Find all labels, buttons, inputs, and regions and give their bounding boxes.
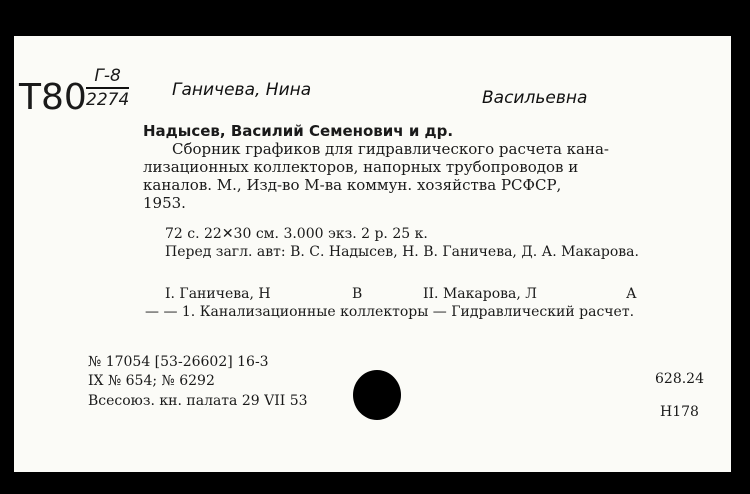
- call-number-main: Т80: [19, 77, 87, 118]
- subject-tracing: — — 1. Канализационные коллекторы — Гидравлический расчет.: [145, 304, 635, 320]
- tracing-makarova-initial: А: [626, 286, 637, 302]
- heading-author: Надысев, Василий Семенович и др.: [143, 122, 454, 140]
- tracing-ganicheva: I. Ганичева, Н: [165, 286, 271, 302]
- title-line-3: каналов. М., Изд-во М-ва коммун. хозяйства РСФСР,: [143, 176, 562, 194]
- handwritten-name: Ганичева, Нина: [172, 80, 312, 100]
- tracing-ganicheva-initial: В: [352, 286, 363, 302]
- footer-line-3: Всесоюз. кн. палата 29 VII 53: [88, 393, 308, 409]
- classification-number: 628.24: [655, 371, 704, 387]
- call-number-fraction: [86, 66, 129, 110]
- author-sign: Н178: [660, 404, 699, 420]
- handwritten-patronymic: Васильевна: [482, 88, 588, 108]
- footer-line-1: № 17054 [53-26602] 16-3: [88, 354, 269, 370]
- title-line-2: лизационных коллекторов, напорных трубопроводов и: [143, 158, 579, 176]
- collation: 72 с. 22✕30 см. 3.000 экз. 2 р. 25 к.: [165, 226, 428, 242]
- call-number-top: Г-8: [86, 66, 129, 89]
- title-line-1: Сборник графиков для гидравлического расчета кана-: [172, 140, 609, 158]
- footer-line-2: IX № 654; № 6292: [88, 373, 215, 389]
- title-line-4: 1953.: [143, 194, 186, 212]
- authors-note: Перед загл. авт: В. С. Надысев, Н. В. Ганичева, Д. А. Макарова.: [165, 244, 639, 260]
- tracing-makarova: II. Макарова, Л: [423, 286, 537, 302]
- punch-hole: [353, 370, 401, 420]
- call-number-bottom: 2274: [86, 90, 130, 110]
